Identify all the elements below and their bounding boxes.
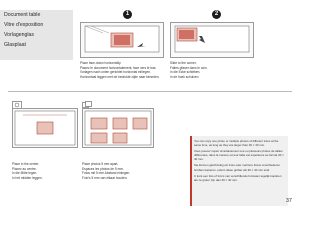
photo-icon: [12, 96, 22, 104]
step-2-caption: Slide to the corner. Faites glisser dans le coin. In die Ecke schieben. In de hoek schuiven.: [170, 61, 208, 79]
spacing-illustration: [82, 108, 154, 148]
step-1-badge: 1: [123, 10, 132, 19]
center-photo-figure: [13, 109, 77, 147]
multi-photo-figure: [83, 109, 153, 147]
note-nl: U kunt een foto of foto's van verschillende formaten tegelijk kopiëren als ze groter zijn dan 30 × 40 mm.: [194, 173, 282, 182]
title-de: Vorlagenglas: [4, 32, 34, 38]
page-number: 37: [285, 198, 292, 204]
section-title-box: [0, 10, 73, 60]
multi-photo-icon: [82, 96, 92, 104]
note-de: Sie können gleichzeitig ein Foto oder mehrere Fotos verschiedener Größen kopieren, sofern diese größer als 30 × 40 mm sind.: [194, 163, 280, 172]
divider: [8, 91, 292, 92]
spacing-caption: Place photos 5 mm apart. Espacez les photos de 5 mm. Fotos mit 5 mm Abstand einlegen. Foto's 5 mm van elkaar houden.: [82, 162, 131, 180]
scanner-glass-figure: [81, 23, 163, 57]
title-nl: Glasplaat: [4, 42, 26, 48]
step-1-caption: Place face-down horizontally. Placez le document horizontalement, face vers le bas. Vorlagen nach unten gerichtet horizontal einlegen. Horizontaal leggen met de bedrukte zijde naar beneden.: [80, 61, 160, 79]
title-fr: Vitre d'exposition: [4, 22, 44, 28]
corner-slide-figure: [171, 23, 253, 57]
step-2-badge: 2: [212, 10, 221, 19]
note-en: You can copy one photo or multiple photos of different sizes at the same time, as long as they are larger than 30 × 40 mm.: [194, 139, 279, 148]
step-1-illustration: [80, 22, 164, 58]
title-en: Document table: [4, 12, 41, 18]
note-accent-bar: [190, 136, 192, 206]
center-placement-illustration: [12, 108, 78, 148]
step-2-illustration: [170, 22, 254, 58]
note-box: [190, 136, 288, 206]
note-fr: Vous pouvez copier simultanément une ou plusieurs photos de tailles différentes, dans la mesure où leur taille est supérieure au format 30 × 40 mm.: [194, 149, 284, 162]
center-caption: Place in the center. Placez au centre. In die Mitte legen. In het midden leggen.: [12, 162, 43, 180]
